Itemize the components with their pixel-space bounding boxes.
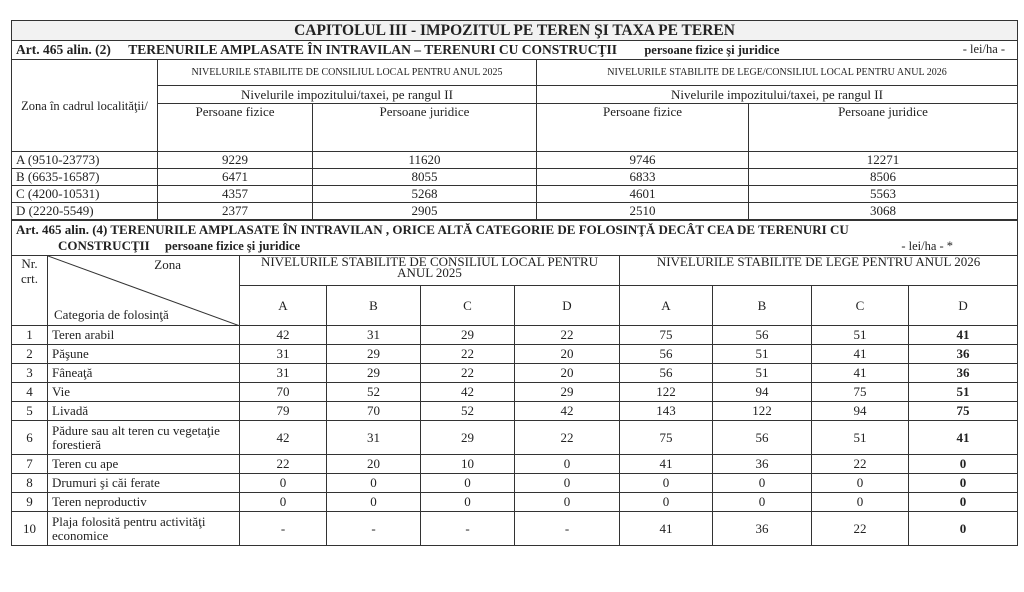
group-header-2026: NIVELURILE STABILITE DE LEGE PENTRU ANUL 2026: [620, 256, 1018, 286]
nr-crt-cell: 8: [12, 474, 48, 493]
zone-header-a-2025: A: [240, 286, 327, 326]
value-cell-d-2025: 20: [515, 364, 620, 383]
category-cell: Livadă: [48, 402, 240, 421]
value-cell-d-2026: 0: [909, 493, 1018, 512]
value-cell-c-2025: 52: [421, 402, 515, 421]
nr-crt-cell: 3: [12, 364, 48, 383]
pj-2026-cell: 5563: [749, 186, 1018, 203]
table-row: [12, 474, 1018, 493]
value-cell-a-2025: -: [240, 512, 327, 546]
value-cell-a-2025: 42: [240, 326, 327, 345]
category-cell: Păşune: [48, 345, 240, 364]
value-cell-d-2025: 0: [515, 493, 620, 512]
value-cell-a-2026: 0: [620, 474, 713, 493]
value-cell-d-2026: 36: [909, 364, 1018, 383]
category-cell: Fâneaţă: [48, 364, 240, 383]
category-cell: Plaja folosită pentru activităţi economice: [48, 512, 240, 546]
value-cell-a-2025: 70: [240, 383, 327, 402]
table-row: [12, 383, 1018, 402]
group-header-2026: NIVELURILE STABILITE DE LEGE/CONSILIUL LOCAL PENTRU ANUL 2026: [537, 60, 1018, 86]
nr-crt-cell: 10: [12, 512, 48, 546]
pj-2025-cell: 2905: [313, 203, 537, 220]
article-unit: - lei/ha -: [962, 42, 1006, 56]
value-cell-b-2025: 0: [327, 493, 421, 512]
value-cell-a-2026: 143: [620, 402, 713, 421]
pj-2026-cell: 12271: [749, 152, 1018, 169]
level-subheader-2025: Nivelurile impozitului/taxei, pe rangul II: [158, 86, 537, 104]
pj-2026-cell: 3068: [749, 203, 1018, 220]
zone-column-header: Zona în cadrul localităţii/: [12, 60, 158, 152]
value-cell-c-2026: 0: [812, 493, 909, 512]
nr-crt-cell: 2: [12, 345, 48, 364]
value-cell-d-2025: 20: [515, 345, 620, 364]
value-cell-c-2025: 0: [421, 474, 515, 493]
value-cell-d-2026: 41: [909, 421, 1018, 455]
value-cell-b-2026: 0: [713, 474, 812, 493]
value-cell-d-2025: -: [515, 512, 620, 546]
value-cell-c-2026: 51: [812, 326, 909, 345]
value-cell-a-2025: 0: [240, 493, 327, 512]
table-row: [12, 364, 1018, 383]
zone-header-d-2026: D: [909, 286, 1018, 326]
category-cell: Teren arabil: [48, 326, 240, 345]
zone-header-c-2026: C: [812, 286, 909, 326]
nr-crt-cell: 7: [12, 455, 48, 474]
value-cell-d-2026: 0: [909, 512, 1018, 546]
article-persons: persoane fizice şi juridice: [644, 43, 780, 57]
value-cell-d-2025: 42: [515, 402, 620, 421]
value-cell-b-2026: 51: [713, 345, 812, 364]
pf-2026-cell: 2510: [537, 203, 749, 220]
value-cell-c-2025: -: [421, 512, 515, 546]
value-cell-a-2025: 79: [240, 402, 327, 421]
table-row: [12, 402, 1018, 421]
pf-2025-cell: 9229: [158, 152, 313, 169]
value-cell-a-2026: 56: [620, 364, 713, 383]
value-cell-d-2025: 29: [515, 383, 620, 402]
value-cell-c-2026: 22: [812, 455, 909, 474]
pj-header-2025: Persoane juridice: [313, 104, 537, 152]
table-row: [12, 345, 1018, 364]
pf-2026-cell: 9746: [537, 152, 749, 169]
value-cell-b-2026: 51: [713, 364, 812, 383]
table-row: [12, 169, 1018, 186]
value-cell-d-2026: 51: [909, 383, 1018, 402]
article-title-line2: CONSTRUCŢII: [58, 238, 150, 253]
value-cell-b-2026: 0: [713, 493, 812, 512]
value-cell-b-2026: 56: [713, 326, 812, 345]
chapter-title: CAPITOLUL III - IMPOZITUL PE TEREN ŞI TAXA PE TEREN: [12, 21, 1018, 41]
group-header-2025: NIVELURILE STABILITE DE CONSILIUL LOCAL PENTRU ANUL 2025: [240, 256, 620, 286]
table-row: [12, 186, 1018, 203]
value-cell-a-2025: 0: [240, 474, 327, 493]
zone-header-d-2025: D: [515, 286, 620, 326]
value-cell-d-2026: 0: [909, 474, 1018, 493]
value-cell-d-2026: 75: [909, 402, 1018, 421]
pf-header-2025: Persoane fizice: [158, 104, 313, 152]
value-cell-b-2026: 94: [713, 383, 812, 402]
article-465-4-header: [12, 221, 1018, 256]
value-cell-d-2025: 22: [515, 421, 620, 455]
value-cell-a-2026: 122: [620, 383, 713, 402]
value-cell-c-2026: 51: [812, 421, 909, 455]
category-cell: Drumuri şi căi ferate: [48, 474, 240, 493]
value-cell-b-2026: 36: [713, 512, 812, 546]
nr-crt-cell: 5: [12, 402, 48, 421]
value-cell-a-2026: 0: [620, 493, 713, 512]
pf-2026-cell: 6833: [537, 169, 749, 186]
value-cell-c-2025: 29: [421, 421, 515, 455]
value-cell-c-2026: 0: [812, 474, 909, 493]
value-cell-b-2026: 122: [713, 402, 812, 421]
value-cell-c-2026: 41: [812, 364, 909, 383]
value-cell-c-2025: 22: [421, 364, 515, 383]
table-row: [12, 455, 1018, 474]
value-cell-c-2025: 29: [421, 326, 515, 345]
value-cell-b-2025: 20: [327, 455, 421, 474]
nr-crt-cell: 9: [12, 493, 48, 512]
zone-header-a-2026: A: [620, 286, 713, 326]
zone-header-b-2026: B: [713, 286, 812, 326]
table-row: [12, 421, 1018, 455]
value-cell-b-2025: 29: [327, 345, 421, 364]
value-cell-a-2026: 75: [620, 421, 713, 455]
zone-cell: B (6635-16587): [12, 169, 158, 186]
nr-crt-cell: 6: [12, 421, 48, 455]
table-row: [12, 493, 1018, 512]
value-cell-b-2025: 52: [327, 383, 421, 402]
nr-crt-cell: 1: [12, 326, 48, 345]
category-cell: Teren cu ape: [48, 455, 240, 474]
value-cell-d-2025: 0: [515, 455, 620, 474]
pj-2025-cell: 11620: [313, 152, 537, 169]
value-cell-a-2026: 75: [620, 326, 713, 345]
table-intravilan-alte-categorii: [11, 220, 1018, 546]
category-cell: Teren neproductiv: [48, 493, 240, 512]
table-intravilan-constructii: [11, 20, 1018, 220]
category-cell: Vie: [48, 383, 240, 402]
value-cell-c-2026: 94: [812, 402, 909, 421]
zona-categoria-header: [48, 256, 240, 326]
value-cell-c-2025: 42: [421, 383, 515, 402]
value-cell-a-2026: 41: [620, 455, 713, 474]
pf-2026-cell: 4601: [537, 186, 749, 203]
article-unit: - lei/ha - *: [901, 239, 954, 253]
category-label: Categoria de folosinţă: [54, 307, 169, 322]
zone-cell: C (4200-10531): [12, 186, 158, 203]
value-cell-d-2026: 41: [909, 326, 1018, 345]
zona-label: Zona: [154, 257, 181, 272]
value-cell-a-2026: 56: [620, 345, 713, 364]
pf-2025-cell: 6471: [158, 169, 313, 186]
article-persons: persoane fizice şi juridice: [165, 239, 301, 253]
article-title-line1: TERENURILE AMPLASATE ÎN INTRAVILAN , ORICE ALTĂ CATEGORIE DE FOLOSINŢĂ DECÂT CEA DE TERENURI CU: [110, 222, 849, 237]
table-alte-categorii-body: [12, 326, 1018, 546]
nr-crt-header: Nr. crt.: [12, 256, 48, 326]
zone-header-b-2025: B: [327, 286, 421, 326]
group-header-2025: NIVELURILE STABILITE DE CONSILIUL LOCAL PENTRU ANUL 2025: [158, 60, 537, 86]
zone-header-c-2025: C: [421, 286, 515, 326]
table-intravilan-body: [12, 152, 1018, 220]
document-page: [11, 20, 1017, 546]
pj-2025-cell: 5268: [313, 186, 537, 203]
value-cell-b-2025: -: [327, 512, 421, 546]
value-cell-b-2025: 70: [327, 402, 421, 421]
value-cell-d-2025: 0: [515, 474, 620, 493]
value-cell-b-2025: 0: [327, 474, 421, 493]
article-465-2-header: [12, 41, 1018, 60]
zone-cell: A (9510-23773): [12, 152, 158, 169]
table-row: [12, 203, 1018, 220]
value-cell-b-2025: 31: [327, 421, 421, 455]
value-cell-c-2025: 10: [421, 455, 515, 474]
value-cell-a-2025: 42: [240, 421, 327, 455]
pf-header-2026: Persoane fizice: [537, 104, 749, 152]
value-cell-b-2026: 36: [713, 455, 812, 474]
article-ref: Art. 465 alin. (4): [16, 222, 108, 237]
value-cell-a-2025: 31: [240, 364, 327, 383]
value-cell-d-2025: 22: [515, 326, 620, 345]
pf-2025-cell: 4357: [158, 186, 313, 203]
value-cell-c-2026: 75: [812, 383, 909, 402]
pj-2026-cell: 8506: [749, 169, 1018, 186]
pj-header-2026: Persoane juridice: [749, 104, 1018, 152]
category-cell: Pădure sau alt teren cu vegetaţie forestieră: [48, 421, 240, 455]
zone-cell: D (2220-5549): [12, 203, 158, 220]
nr-crt-cell: 4: [12, 383, 48, 402]
table-row: [12, 152, 1018, 169]
value-cell-a-2025: 22: [240, 455, 327, 474]
pf-2025-cell: 2377: [158, 203, 313, 220]
value-cell-c-2025: 0: [421, 493, 515, 512]
value-cell-d-2026: 0: [909, 455, 1018, 474]
value-cell-d-2026: 36: [909, 345, 1018, 364]
value-cell-c-2025: 22: [421, 345, 515, 364]
value-cell-c-2026: 41: [812, 345, 909, 364]
value-cell-b-2026: 56: [713, 421, 812, 455]
article-title: TERENURILE AMPLASATE ÎN INTRAVILAN – TERENURI CU CONSTRUCŢII: [128, 42, 617, 57]
table-row: [12, 326, 1018, 345]
value-cell-c-2026: 22: [812, 512, 909, 546]
value-cell-b-2025: 31: [327, 326, 421, 345]
value-cell-a-2025: 31: [240, 345, 327, 364]
value-cell-b-2025: 29: [327, 364, 421, 383]
level-subheader-2026: Nivelurile impozitului/taxei, pe rangul II: [537, 86, 1018, 104]
value-cell-a-2026: 41: [620, 512, 713, 546]
article-ref: Art. 465 alin. (2): [16, 42, 111, 57]
table-row: [12, 512, 1018, 546]
pj-2025-cell: 8055: [313, 169, 537, 186]
